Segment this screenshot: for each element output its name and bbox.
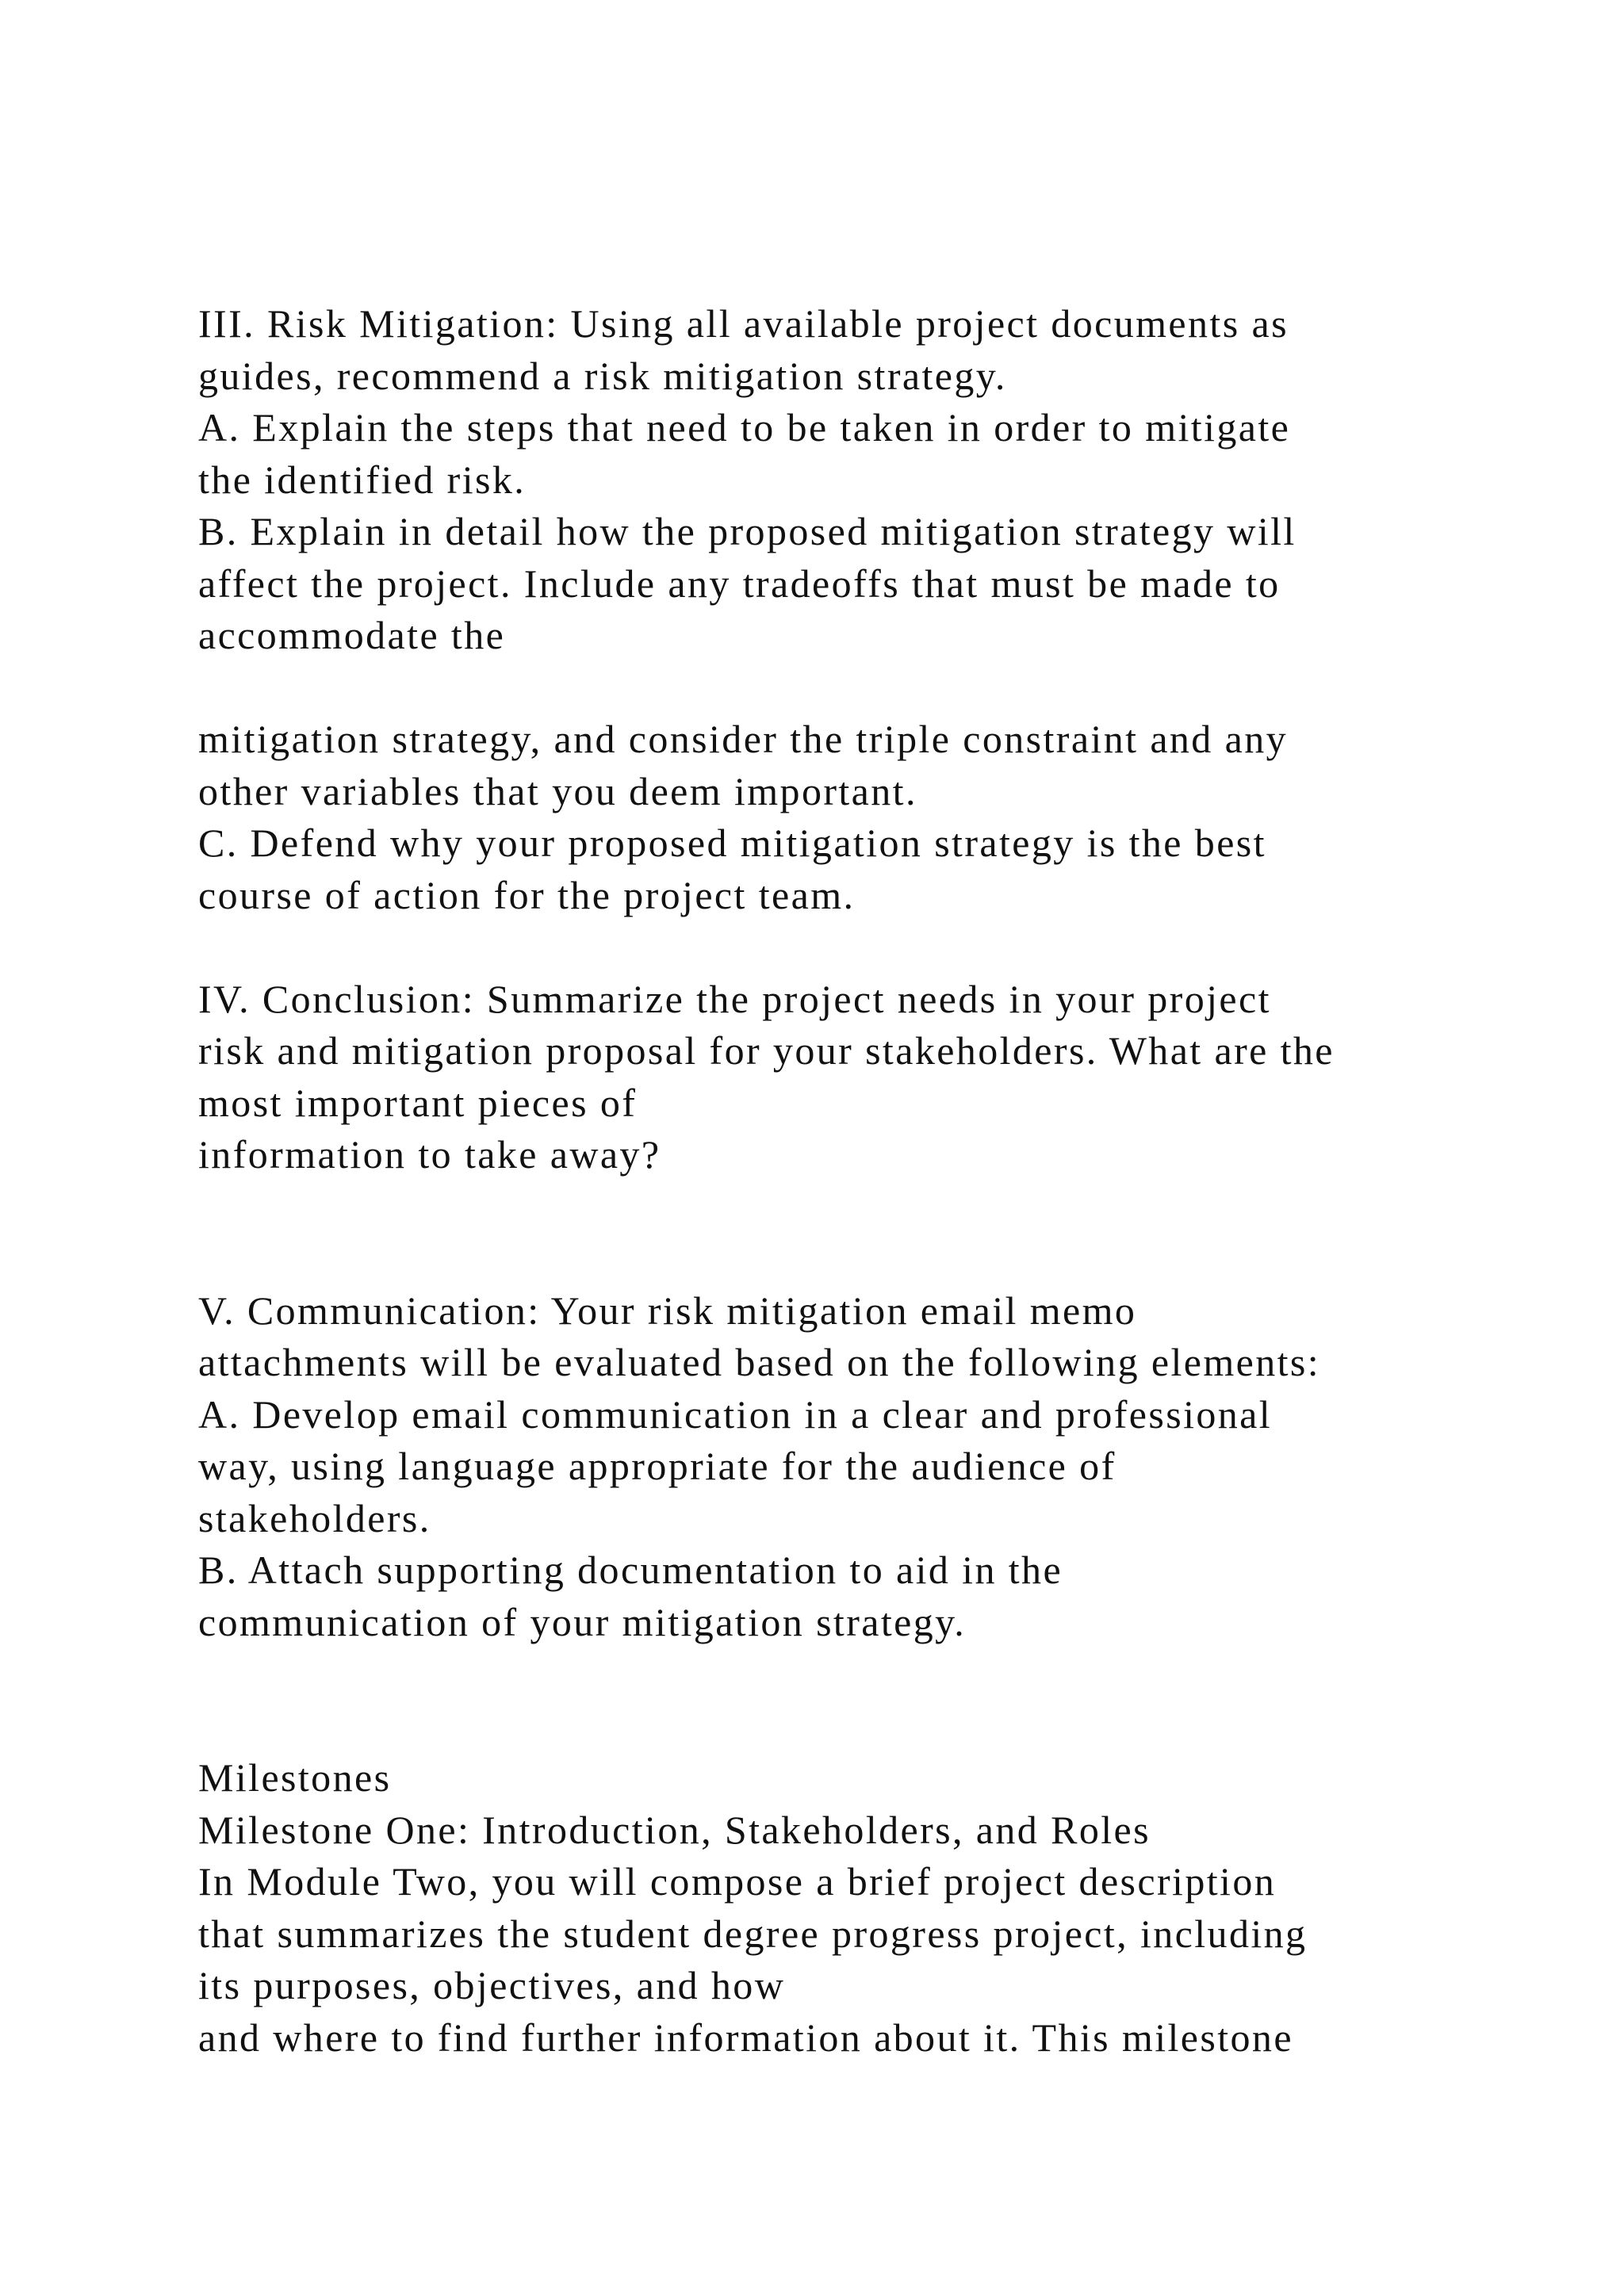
blank-line <box>198 1181 1499 1234</box>
text-line: course of action for the project team. <box>198 872 856 917</box>
text-line: most important pieces of <box>198 1080 638 1125</box>
text-line: affect the project. Include any tradeoffs that must be made to <box>198 561 1281 606</box>
text-line: that summarizes the student degree progress project, including <box>198 1911 1308 1956</box>
text-line: mitigation strategy, and consider the triple constraint and any <box>198 717 1289 761</box>
text-line: B. Explain in detail how the proposed mitigation strategy will <box>198 509 1297 553</box>
section-heading: Milestones <box>198 1755 392 1800</box>
text-line: B. Attach supporting documentation to aid in the <box>198 1548 1063 1592</box>
text-line: attachments will be evaluated based on the following elements: <box>198 1340 1321 1384</box>
text-line: IV. Conclusion: Summarize the project needs in your project <box>198 976 1271 1021</box>
text-line: V. Communication: Your risk mitigation email memo <box>198 1288 1137 1333</box>
text-line: risk and mitigation proposal for your stakeholders. What are the <box>198 1028 1335 1073</box>
text-line: accommodate the <box>198 613 506 657</box>
text-line: In Module Two, you will compose a brief project description <box>198 1859 1277 1904</box>
text-line: the identified risk. <box>198 457 527 502</box>
blank-line <box>198 1701 1499 1753</box>
text-line: A. Develop email communication in a clear and professional <box>198 1391 1273 1437</box>
text-line: way, using language appropriate for the audience of <box>198 1444 1116 1488</box>
blank-line <box>198 921 1499 974</box>
text-line: guides, recommend a risk mitigation strategy. <box>198 353 1007 398</box>
blank-line <box>198 662 1499 714</box>
document-body <box>198 298 1499 2064</box>
text-line: other variables that you deem important. <box>198 768 917 813</box>
text-line: III. Risk Mitigation: Using all available project documents as <box>198 301 1289 346</box>
text-line: C. Defend why your proposed mitigation strategy is the best <box>198 821 1266 865</box>
text-line: information to take away? <box>198 1132 661 1177</box>
text-line: its purposes, objectives, and how <box>198 1963 786 2007</box>
text-line: A. Explain the steps that need to be taken in order to mitigate <box>198 405 1291 450</box>
blank-line <box>198 1648 1499 1701</box>
text-line: communication of your mitigation strategy. <box>198 1599 967 1644</box>
blank-line <box>198 1233 1499 1285</box>
text-line: and where to find further information about it. This milestone <box>198 2015 1293 2060</box>
text-line: stakeholders. <box>198 1495 431 1540</box>
text-line: Milestone One: Introduction, Stakeholders, and Roles <box>198 1807 1151 1852</box>
